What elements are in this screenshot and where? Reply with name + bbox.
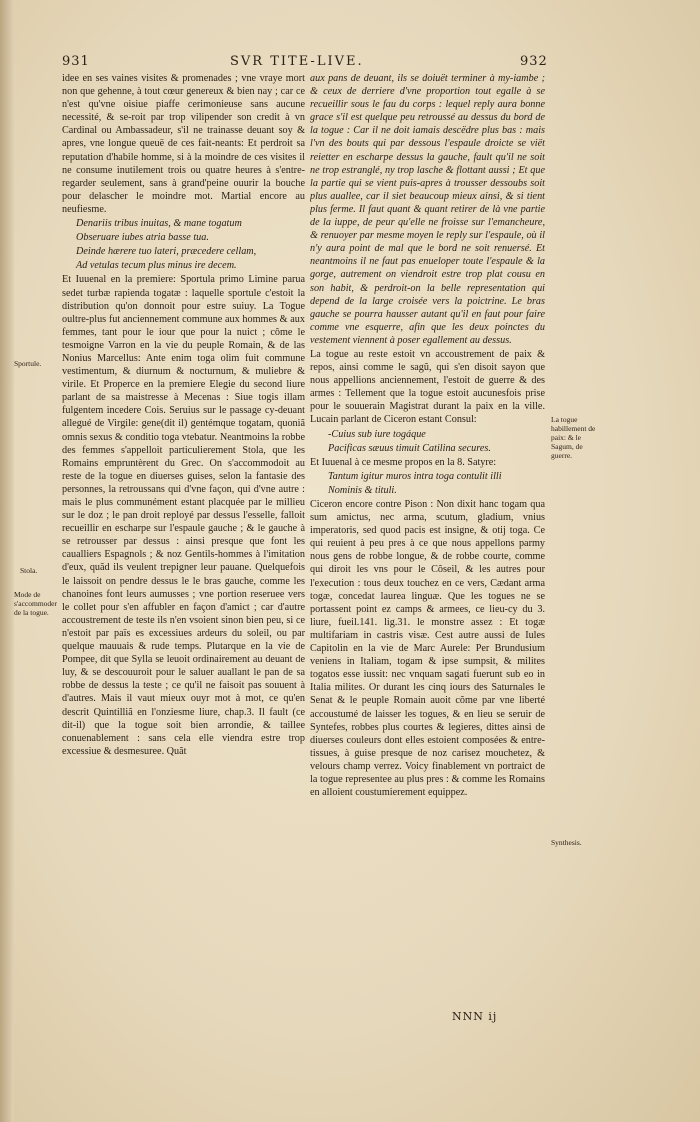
paragraph: Et Iuuenal en la premiere: Sportula primo Limine parua sedet turbæ rapienda togatæ : laquelle sportule c'estoit la distribution qu'on donnoit pour estre suiuy. La Togue oultre-plus fut anciennement commune aux hommes & aux femmes, tant pour le iour que pour la nuict ; côme le tesmoigne Varron en la vie du peuple Romain, & de las Nonius Marcellus: Ante enim toga olim fuit commune vestimentum, & diurnum & nocturnum, & muliebre & virile. Et Properce en la premiere Elegie du second liure parlant de sa maistresse à Mecenas : Siue togis illam fulgentem incedere Cois. Seruius sur le passage cy-deuant allegué de Virgile: gene(dit il) gentémque togatam, quoniã omnis sexus & conditio toga vtebatur. Neantmoins la robbe des femmes s'appelloit particulierement Stola, que les Romains empruntèrent du Grec. On s'accommodoit au reste de la togue en diuerses guises, selon la fantasie des personnes, la retroussans qui d'vne façon, qui d'vne autre : mais le plus communément estant placquée par le millieu sur le doz ; le pan droit reployé par dessus l'esselle, falloit recueillir en escharpe sur l'espaule gauche ; & le gauche à se retrousser par dessus : ainsi presque que font les caualliers Espagnols ; & noz Gentils-hommes à l'imitation d'eux, quãd ils veulent trepigner leur pauane. Quelquefois le laissoit on pendre dessus le le bras gauche, comme les chanoines font leurs aumusses ; vne portion reseruee vers le collet pour s'en affubler en façon d'amict ; car d'autre accoustrement de teste ils n'en vsoient sinon bien peu, si ce n'estoit par païs es excessiues ardeurs du soleil, ou par quelque mauuais & rude temps. Plutarque en la vie de Pompee, dit que Sylla se leuoit ordinairement au deuant de luy, & se descouuroit pour le saluer auallant le pan de sa robbe de dessus la teste ; ce qu'il ne faisoit pas souuent à d'autres. Mais il vaut mieux ouyr mot à mot, ce qu'en descrit Quintilliã en l'onziesme liure, chap.3. Il fault (ce dit-il) que la togue soit bien arrondie, & taillee conuenablement : sans cela elle viendra estre trop excessiue & desmesuree. Quãt <box>62 274 305 757</box>
running-title: SVR TITE-LIVE. <box>230 54 364 69</box>
citation: Deinde hærere tuo lateri, præcedere cellam, <box>76 246 257 258</box>
page-gutter-shadow <box>0 0 14 1122</box>
paragraph: La togue au reste estoit vn accoustrement de paix & repos, ainsi comme le sagũ, qui s'en disoit sayon que nous appellions anciennement, l'estoit de guerre & des armes : Tellement que la togue estoit aucunesfois prise pour le souuerain Magistrat durant la paix en la ville. Lucain parlant de Ciceron estant Consul: <box>310 348 545 426</box>
margin-note-stola: Stola. <box>20 566 38 575</box>
paragraph: Et Iuuenal à ce mesme propos en la 8. Satyre: <box>310 456 497 468</box>
margin-note-sportule: Sportule. <box>14 359 42 368</box>
citation: Nominis & tituli. <box>328 484 397 496</box>
citation: Pacificas sæuus timuit Catilina secures. <box>328 442 491 454</box>
citation: Denariis tribus inuitas, & mane togatum <box>76 218 242 230</box>
page-number-right: 932 <box>520 54 548 69</box>
margin-note-togue-habillement: La togue habillement de paix: & le Sagum, de guerre. <box>551 415 596 460</box>
margin-note-synthesis: Synthesis. <box>551 838 582 847</box>
signature-mark: NNN ij <box>452 1010 498 1023</box>
page-number-left: 931 <box>62 54 90 69</box>
citation: Ad vetulas tecum plus minus ire decem. <box>76 260 237 272</box>
text-column-right <box>310 72 545 842</box>
margin-note-mode: Mode de s'accommoder de la togue. <box>14 590 58 617</box>
citation: aux pans de deuant, ils se doiuët terminer à my-iambe ; & ceux de derriere d'vne proportion tout egalle à se recueillir sous le fau du corps : lequel reply aura bonne grace s'il est quelque peu retroussé au dessus du bord de la togue : Car il ne doit iamais descëdre plus bas : mais l'vn des bouts qui par dessous l'espaule droicte se viët reietter en escharpe dessus la gauche, fault qu'il ne soit ne trop estranglé, ny trop lasche & flottant aussi ; Et que la partie qui se vient puis-apres à trousser dessoubs soit plus auallee, car il siet beaucoup mieux ainsi, & si tient plus ferme. Il faut quant & quant retirer de là vne partie de la iuppe, de peur qu'elle ne froisse sur l'emancheure, & renuoyer par mesme moyen le reply sur l'espaule, où il n'y aura point de mal que le bord ne soit renuersé. Et neantmoins il ne faut pas enueloper toute l'espaule & la gorge, autrement on viendroit estre trop plat cousu en son habit, & perdroit-on la belle representation qui depend de la large croisée vers la poictrine. Le bras gauche se pourra hausser autant qu'il en faut pour faire comme vne esquerre, afin que les deux poinctes du vestement viennent à poser egallement au dessus. <box>310 73 545 346</box>
text-column-left <box>62 72 305 1062</box>
paragraph: Ciceron encore contre Pison : Non dixit hanc togam qua sum amictus, nec arma, scutum, gladium, vnius imperatoris, sed quod pacis est insigne, & otij toga. Ce qui reuient à peu pres à ce que nous appellons parmy nous gens de robbe longue, & de robbe courte, comme qui diroit les vns pour le Cõseil, & les autres pour l'execution : tous deux touchez en ce vers, Cædant arma togæ, concedat laurea linguæ. Que les togues ne se portassent point ez camps & armees, ce lieu-cy du 3. liure, fueil.141. lig.31. le monstre assez : Et togæ multifariam in castris visæ. Cest autre aussi de Iules Capitolin en la vie de Marc Aurele: Per Brundusium veniens in Italiam, togam & ipse sumpsit, & milites togatos esse iussit: nec vnquam sagati fuerunt sub eo in Italia milites. Or durant les cinq iours des Saturnales le Senat & le peuple Romain auoit cõme par vne liberté accoustumé de laisser les togues, & en lieu se seruir de Syntefes, robbes plus courtes & legieres, dittes ainsi de diuerses couleurs dont elles estoient composées & entre-tissues, à guise presque de noz carisez mouchetez, & velours champ verrez. Voicy finablement vn portraict de la togue representee au plus pres : & comme les Romains en alloient coustumierement equippez. <box>310 499 545 799</box>
citation: Obseruare iubes atria basse tua. <box>76 232 209 244</box>
paragraph: idee en ses vaines visites & promenades ; vne vraye mort non que gehenne, à tout cœur genereux & bien nay ; car ce n'est qu'vne oisiue piaffe cerimonieuse sans aucune necessité, & se-roit par trop vilipender son credit à vn Cardinal ou Ambassadeur, s'il ne trainasse deuant soy & apres, vne longue queuë de ces fait-neants: Et perdroit sa reputation d'habile homme, si à la moindre de ces visites il ne consume inutilement trois ou quatre heures à s'entre-regarder seulement, sans à grand'peine ouurir la bouche pour delascher le moindre mot. Martial encore au neufiesme. <box>62 73 305 215</box>
citation: -Cuius sub iure togáque <box>328 428 426 440</box>
citation: Tantum igitur muros intra toga contulit illi <box>328 470 502 482</box>
